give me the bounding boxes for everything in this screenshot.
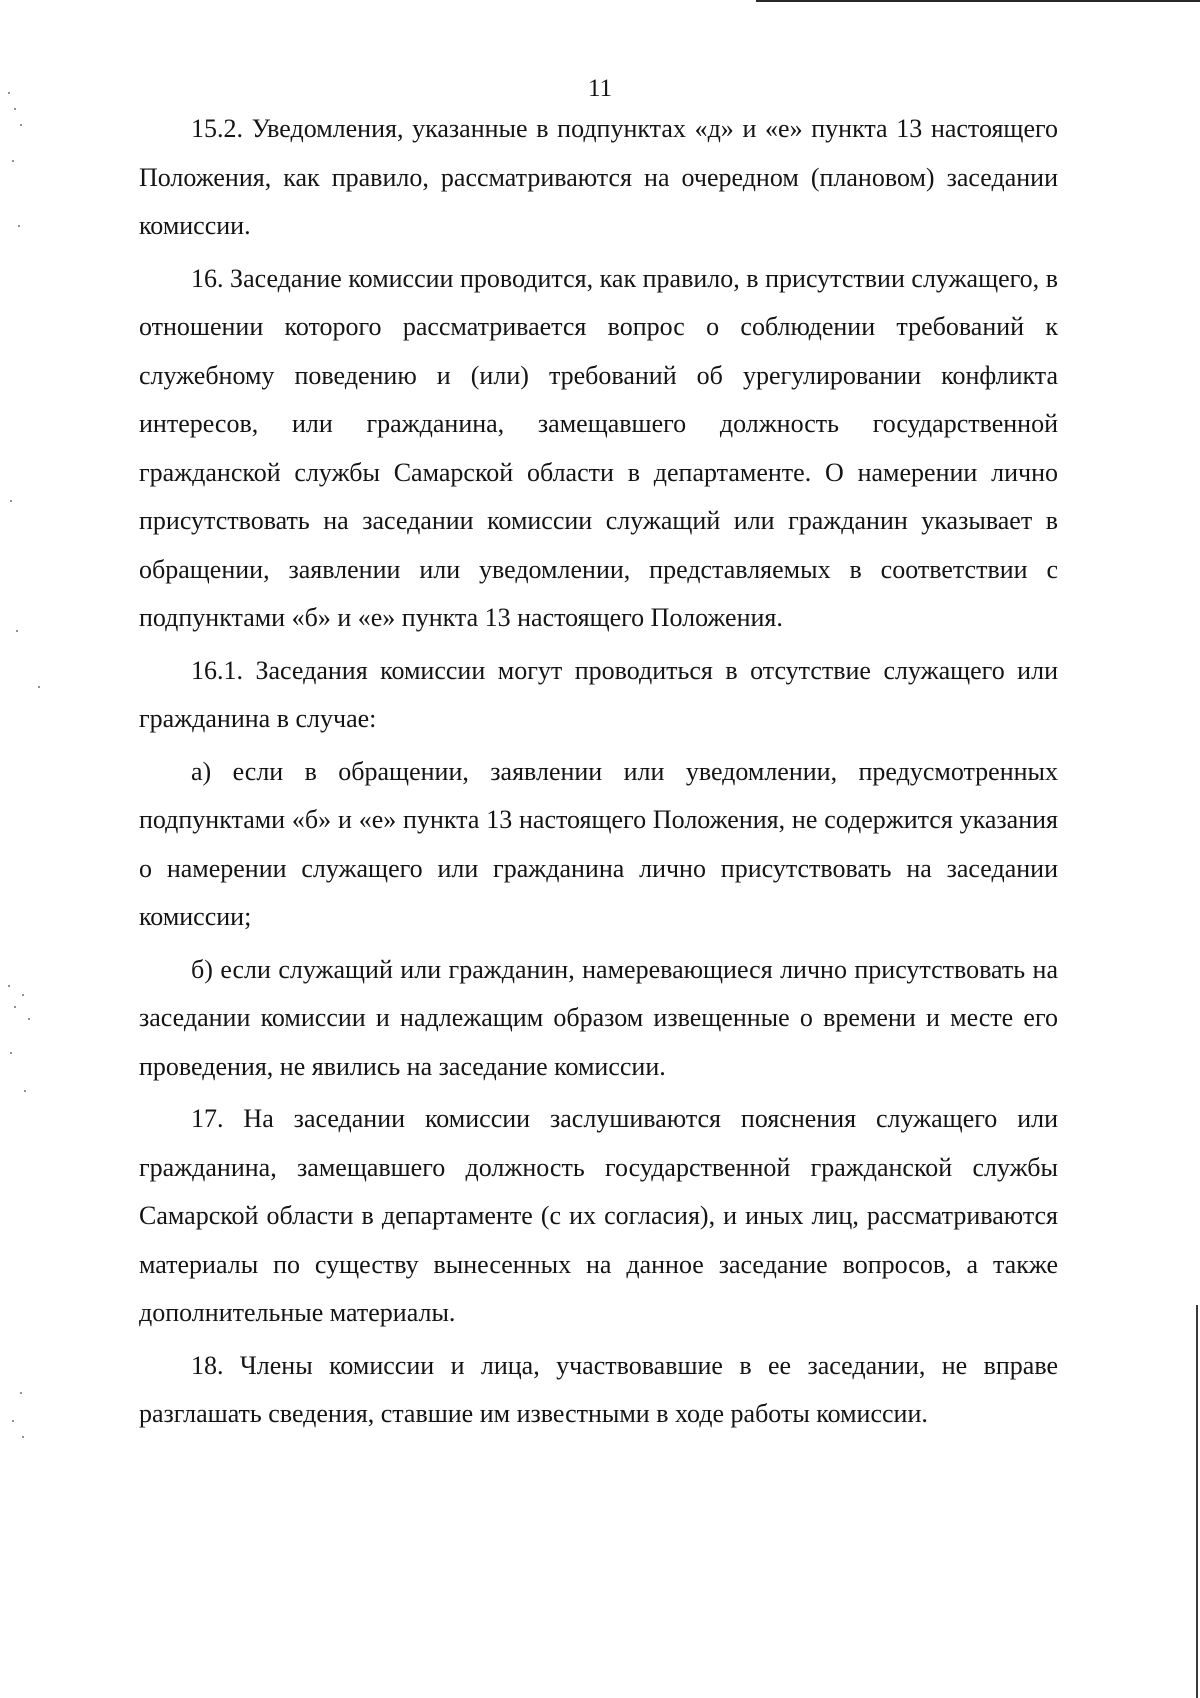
scan-edge-line-top [756,0,1200,2]
scan-speck [10,500,12,502]
page-number: 11 [587,75,613,102]
scan-speck [14,1006,16,1008]
document-body [139,105,1058,1443]
scan-speck [10,1052,12,1054]
scan-edge-line-right [1196,1305,1198,1698]
scan-speck [16,630,18,632]
scan-speck [8,985,10,987]
scan-speck [12,160,14,162]
scan-speck [20,124,22,126]
scan-speck [24,1090,26,1092]
paragraph-18: 18. Члены комиссии и лица, участвовавшие в ее заседании, не вправе разглашать сведения, ставшие им известными в ходе работы комиссии. [139,1350,1058,1428]
scan-speck [14,108,16,110]
paragraph-15-2: 15.2. Уведомления, указанные в подпунктах «д» и «е» пункта 13 настоящего Положения, как правило, рассматриваются на очередном (плановом) заседании комиссии. [139,114,1058,240]
scan-speck [12,1420,14,1422]
scan-speck [18,225,20,227]
scan-speck [28,1018,30,1020]
scan-speck [20,1392,22,1394]
paragraph-16-1-b: б) если служащий или гражданин, намеревающиеся лично присутствовать на заседании комиссии и надлежащим образом извещенные о времени и месте его проведения, не явились на заседание комиссии. [139,954,1058,1081]
scan-speck [22,1436,24,1438]
scan-speck [22,994,24,996]
paragraph-16-1-a: а) если в обращении, заявлении или уведомлении, предусмотренных подпунктами «б» и «е» пункта 13 настоящего Положения, не содержится указания о намерении служащего или гражданина лично присутствовать на заседании комиссии; [139,756,1058,931]
paragraph-16-1: 16.1. Заседания комиссии могут проводиться в отсутствие служащего или гражданина в случае: [139,655,1058,733]
paragraph-16: 16. Заседание комиссии проводится, как правило, в присутствии служащего, в отношении которого рассматривается вопрос о соблюдении требований к служебному поведению и (или) требований об урегулировании конфликта интересов, или гражданина, замещавшего должность государственной гражданской службы Самарской области в департаменте. О намерении лично присутствовать на заседании комиссии служащий или гражданин указывает в обращении, заявлении или уведомлении, представляемых в соответствии с подпунктами «б» и «е» пункта 13 настоящего Положения. [139,263,1058,632]
paragraph-17: 17. На заседании комиссии заслушиваются пояснения служащего или гражданина, замещавшего должность государственной гражданской службы Самарской области в департаменте (с их согласия), и иных лиц, рассматриваются материалы по существу вынесенных на данное заседание вопросов, а также дополнительные материалы. [139,1104,1058,1327]
scan-speck [38,686,40,688]
